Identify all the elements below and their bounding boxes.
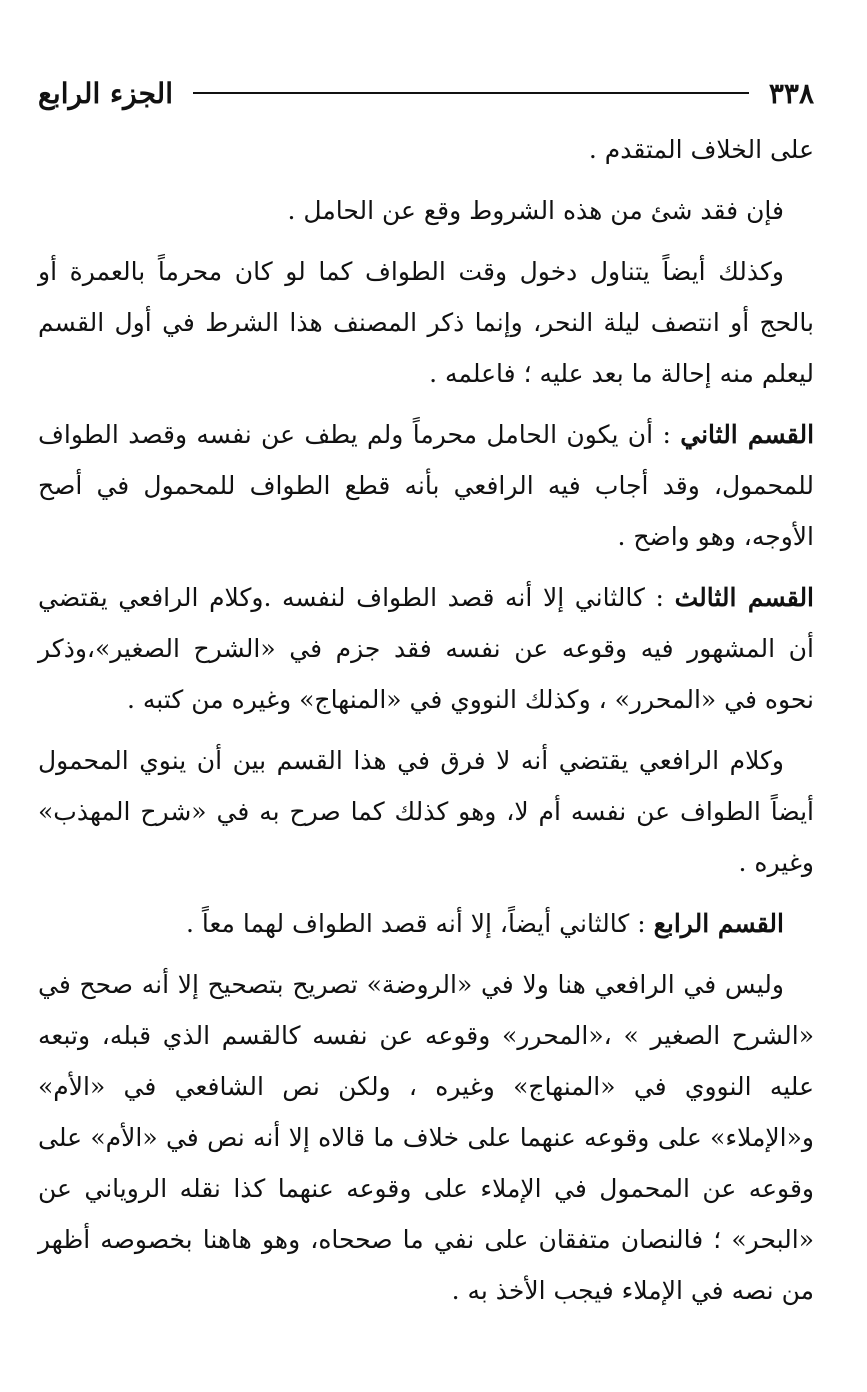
section-heading: القسم الثالث [674, 583, 815, 612]
document-page [38, 70, 814, 1326]
paragraph-text: : كالثاني أيضاً، إلا أنه قصد الطواف لهما معاً . [185, 909, 646, 938]
section-heading: القسم الثاني [680, 420, 815, 449]
page-header [38, 70, 814, 116]
paragraph [38, 959, 814, 1316]
header-rule [193, 92, 749, 94]
paragraph-text: : كالثاني إلا أنه قصد الطواف لنفسه .وكلام الرافعي يقتضي أن المشهور فيه وقوعه عن نفسه فقد جزم في «الشرح الصغير»،وذكر نحوه في «المحرر» ، وكذلك النووي في «المنهاج» وغيره من كتبه . [38, 583, 814, 714]
page-number: ٣٣٨ [768, 76, 814, 110]
paragraph-text: وكلام الرافعي يقتضي أنه لا فرق في هذا القسم بين أن ينوي المحمول أيضاً الطواف عن نفسه أم لا، وهو كذلك كما صرح به في «شرح المهذب» وغيره . [38, 746, 814, 877]
section-heading: القسم الرابع [653, 909, 784, 938]
section-paragraph [38, 898, 814, 949]
paragraph-text: وكذلك أيضاً يتناول دخول وقت الطواف كما لو كان محرماً بالعمرة أو بالحج أو انتصف ليلة النحر، وإنما ذكر المصنف هذا الشرط في أول القسم ليعلم منه إحالة ما بعد عليه ؛ فاعلمه . [38, 257, 814, 388]
paragraph-text: على الخلاف المتقدم . [588, 135, 814, 164]
section-paragraph [38, 572, 814, 725]
paragraph [38, 735, 814, 888]
running-head: الجزء الرابع [38, 76, 173, 110]
paragraph-text: فإن فقد شئ من هذه الشروط وقع عن الحامل . [287, 196, 784, 225]
section-paragraph [38, 409, 814, 562]
paragraph [38, 246, 814, 399]
paragraph-text: وليس في الرافعي هنا ولا في «الروضة» تصريح بتصحيح إلا أنه صحح في «الشرح الصغير » ،«المحرر» وقوعه عن نفسه كالقسم الذي قبله، وتبعه عليه النووي في «المنهاج» وغيره ، ولكن نص الشافعي في «الأم» و«الإملاء» على وقوعه عنهما على خلاف ما قالاه إلا أنه نص في «الأم» على وقوعه عن المحمول في الإملاء على وقوعه عنهما كذا نقله الروياني عن «البحر» ؛ فالنصان متفقان على نفي ما صححاه، وهو هاهنا بخصوصه أظهر من نصه في الإملاء فيجب الأخذ به . [38, 970, 814, 1305]
paragraph [38, 185, 814, 236]
paragraph [38, 124, 814, 175]
paragraph-text: : أن يكون الحامل محرماً ولم يطف عن نفسه وقصد الطواف للمحمول، وقد أجاب فيه الرافعي بأنه قطع الطواف للمحمول في أصح الأوجه، وهو واضح . [38, 420, 814, 551]
